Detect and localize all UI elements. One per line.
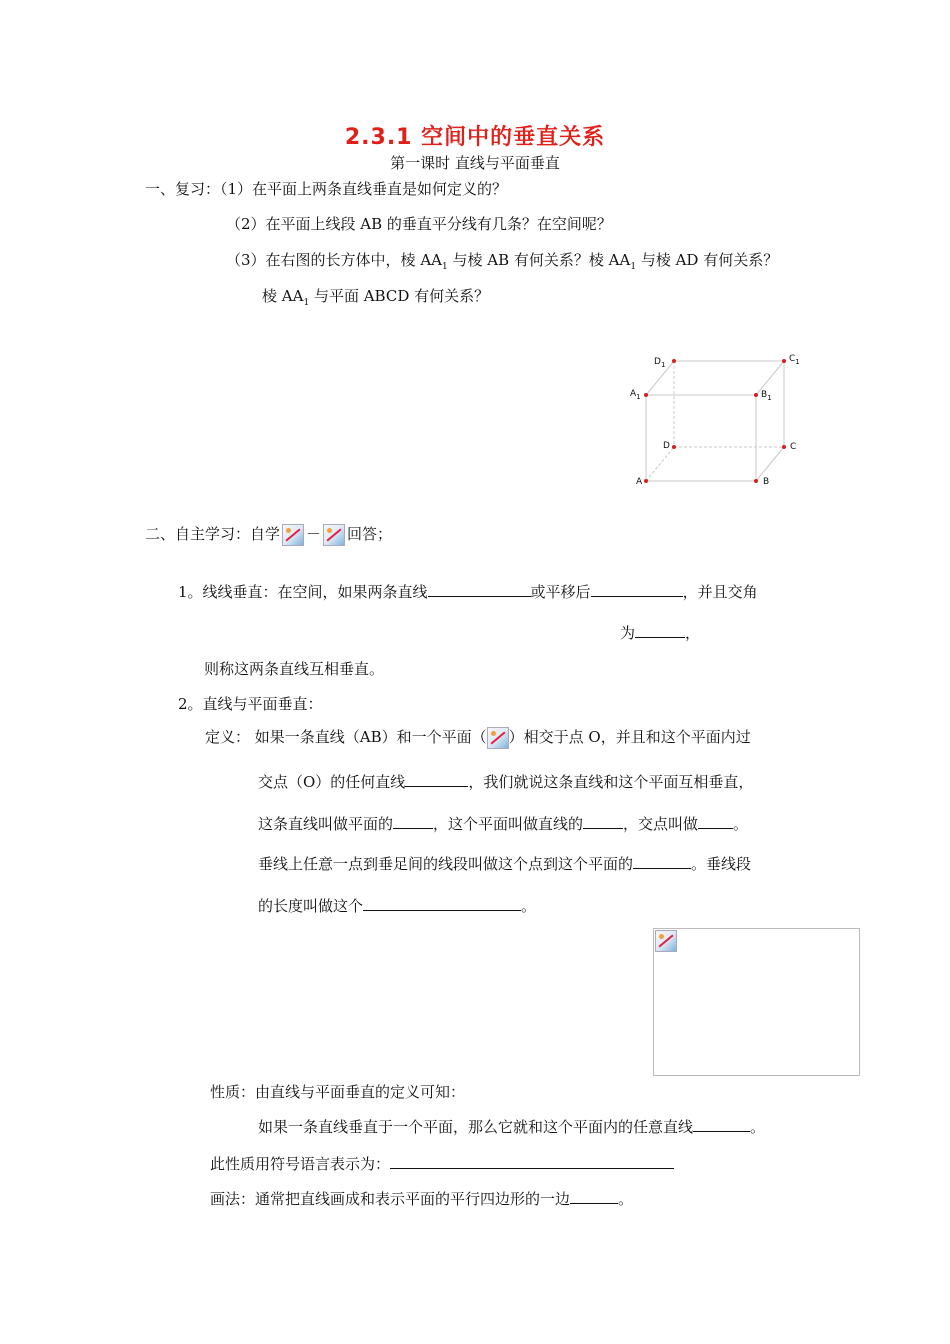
subscript: 1 [630,262,637,272]
review-q3-part: （3）在右图的长方体中，棱 AA [226,251,442,269]
cuboid-figure [620,345,810,495]
property-text: 。 [618,1190,634,1208]
item2-heading: 2。直线与平面垂直： [178,695,323,713]
def-text: 。 [733,815,749,833]
broken-image-icon [655,930,677,952]
label-D1: $D_1$ [654,357,666,369]
review-q3-part: 与平面 ABCD 有何关系？ [309,287,490,305]
label-C: C [790,442,797,452]
broken-image-icon [487,727,509,749]
subscript: 1 [441,262,448,272]
self-study-tail: 回答； [347,525,393,543]
image-placeholder-frame [653,928,860,1076]
label-B1: $B_1$ [761,390,772,402]
def-text: ，交点叫做 [623,815,699,833]
property-text: 此性质用符号语言表示为： [210,1155,391,1173]
self-study-line [145,523,392,546]
item1-text: 或平移后 [530,583,591,601]
blank-line [583,814,623,829]
blank-line [428,582,531,597]
broken-image-icon [323,524,345,546]
blank-line [635,623,685,638]
def-text: 。 [521,897,537,915]
blank-line [633,854,691,869]
review-heading: 一、复习： [145,180,221,198]
item2-def-line1 [205,726,751,749]
label-D: D [663,441,670,451]
blank-line [698,814,733,829]
item1-text: 1。线线垂直：在空间，如果两条直线 [178,583,428,601]
property-line1 [258,1116,765,1137]
label-C1: $C_1$ [789,354,800,366]
blank-line [405,772,468,787]
blank-line [363,896,521,911]
def-text: 垂线上任意一点到垂足间的线段叫做这个点到这个平面的 [258,855,634,873]
item1-text: ， [685,624,701,642]
item2-def-line5 [258,895,536,916]
item1-text: 为 [620,624,636,642]
def-text: 这条直线叫做平面的 [258,815,394,833]
blank-line [570,1189,618,1204]
def-text: ，这个平面叫做直线的 [433,815,584,833]
item1-line2 [620,622,700,643]
point-D1 [672,359,676,363]
blank-line [591,582,683,597]
review-q3-part: 与棱 AD 有何关系？ [636,251,779,269]
blank-line [393,814,433,829]
blank-line [390,1154,674,1169]
item1-line3: 则称这两条直线互相垂直。 [204,660,385,678]
property-symbol-line [210,1153,674,1174]
review-q2: （2）在平面上线段 AB 的垂直平分线有几条？在空间呢？ [226,215,612,233]
def-text: ）相交于点 O，并且和这个平面内过 [508,728,751,746]
point-A [644,479,648,483]
point-A1 [644,393,648,397]
review-q3-cont [262,285,489,308]
item2-def-line2 [258,771,753,792]
property-draw-line [210,1188,633,1209]
review-line-1 [145,178,507,199]
point-B [754,479,758,483]
page-subtitle: 第一课时 直线与平面垂直 [390,154,560,172]
point-D [672,445,676,449]
property-text: 。 [750,1118,766,1136]
item2-def-line3 [258,813,748,834]
review-q1: （1）在平面上两条直线垂直是如何定义的？ [220,180,508,198]
page-title: 2.3.1 空间中的垂直关系 [344,125,606,150]
blank-line [693,1117,750,1132]
label-A1: $A_1$ [630,389,641,401]
subscript: 1 [303,298,310,308]
def-text: 的长度叫做这个 [258,897,364,915]
review-q3-part: 棱 AA [262,287,304,305]
property-text: 如果一条直线垂直于一个平面，那么它就和这个平面内的任意直线 [258,1118,694,1136]
label-A: A [636,477,643,487]
point-B1 [754,393,758,397]
def-text: 定义： 如果一条直线（AB）和一个平面（ [205,728,487,746]
property-text: 画法：通常把直线画成和表示平面的平行四边形的一边 [210,1190,571,1208]
review-q3-part: 与棱 AB 有何关系？棱 AA [447,251,631,269]
item1-text: ，并且交角 [682,583,758,601]
point-C1 [782,359,786,363]
broken-image-icon [282,524,304,546]
def-text: 。垂线段 [691,855,752,873]
vertex-points [644,359,786,483]
def-text: ，我们就说这条直线和这个平面互相垂直， [468,773,754,791]
def-text: 交点（O）的任何直线 [258,773,406,791]
self-study-heading: 二、自主学习：自学 [145,525,281,543]
review-q3 [226,249,778,272]
property-heading: 性质：由直线与平面垂直的定义可知： [210,1083,466,1101]
dash-text: － [306,525,322,543]
label-B: B [763,477,770,487]
item1-line1 [178,581,758,602]
point-C [782,445,786,449]
item2-def-line4 [258,853,751,874]
